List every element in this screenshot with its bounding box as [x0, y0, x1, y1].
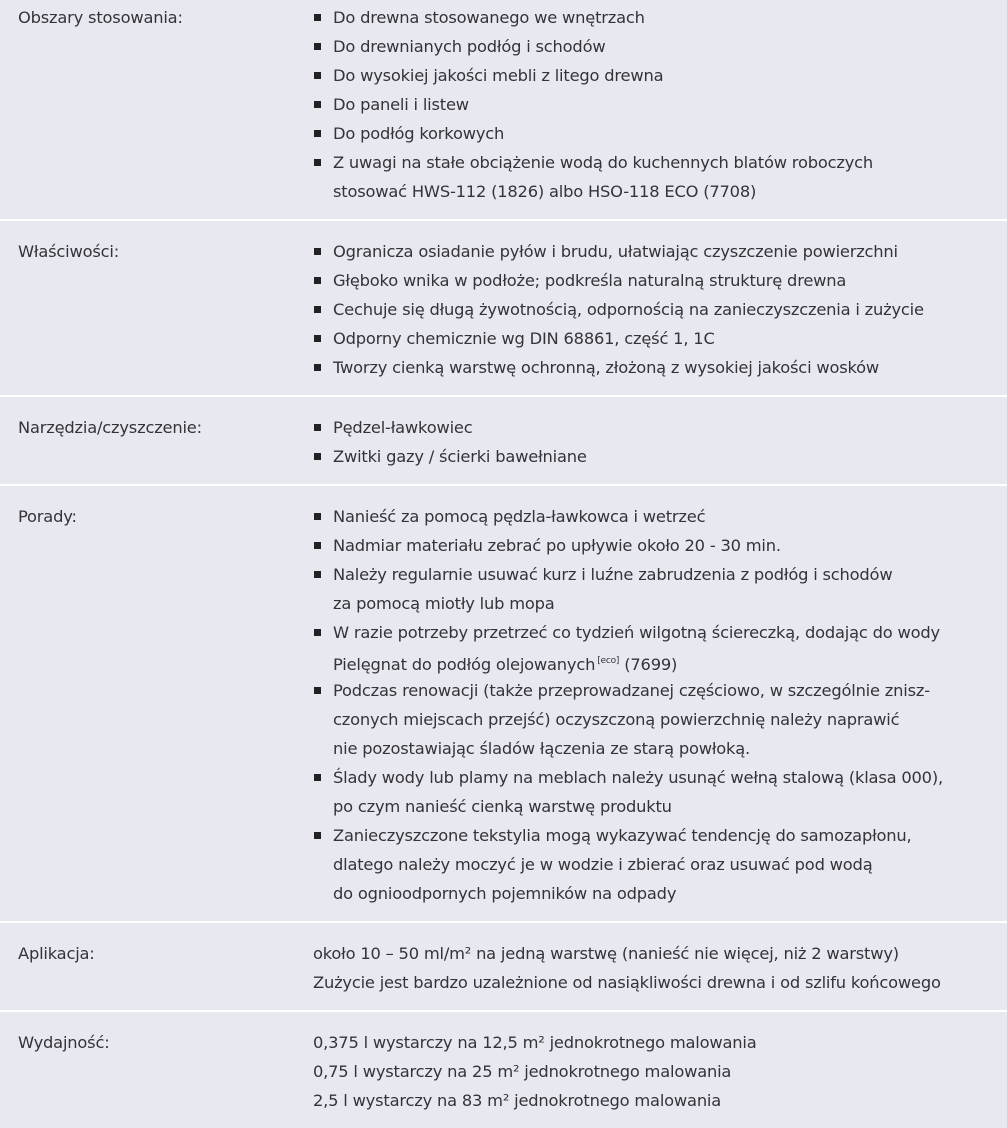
row-label: Narzędzia/czyszczenie:	[18, 418, 202, 437]
list-item-line	[333, 237, 1007, 266]
list-item-line	[333, 353, 1007, 382]
list-item-line	[333, 502, 1007, 531]
bullet-icon	[314, 248, 321, 255]
list-item-line	[333, 90, 1007, 119]
bullet-icon	[314, 277, 321, 284]
list-item	[313, 531, 1007, 560]
line-text: dlatego należy moczyć je w wodzie i zbierać oraz usuwać pod wodą	[333, 855, 873, 874]
bullet-icon	[314, 159, 321, 166]
list-item-line	[333, 763, 1007, 792]
list-item	[313, 502, 1007, 531]
list-item-line	[333, 879, 1007, 908]
list-item	[313, 442, 1007, 471]
list-item	[313, 676, 1007, 763]
bullet-icon	[314, 832, 321, 839]
line-text: Pędzel-ławkowiec	[333, 418, 473, 437]
list-item-line	[333, 61, 1007, 90]
list-item-line	[333, 295, 1007, 324]
eco-superscript: [eco]	[597, 656, 620, 666]
line-text: nie pozostawiając śladów łączenia ze starą powłoką.	[333, 739, 751, 758]
list-item	[313, 560, 1007, 618]
bullet-icon	[314, 306, 321, 313]
list-item	[313, 90, 1007, 119]
line-text: Do drewna stosowanego we wnętrzach	[333, 8, 645, 27]
bullet-icon	[314, 453, 321, 460]
bullet-icon	[314, 571, 321, 578]
text-line: około 10 – 50 ml/m² na jedną warstwę (nanieść nie więcej, niż 2 warstwy)	[313, 944, 899, 963]
line-text: za pomocą miotły lub mopa	[333, 594, 555, 613]
list-item-line	[333, 442, 1007, 471]
row-content	[313, 939, 1007, 997]
line-text: Głęboko wnika w podłoże; podkreśla naturalną strukturę drewna	[333, 271, 847, 290]
line-text: czonych miejscach przejść) oczyszczoną powierzchnię należy naprawić	[333, 710, 900, 729]
table-row	[0, 221, 1007, 397]
text-line: 0,375 l wystarczy na 12,5 m² jednokrotnego malowania	[313, 1033, 757, 1052]
line-text: Do podłóg korkowych	[333, 124, 505, 143]
line-text: do ognioodpornych pojemników na odpady	[333, 884, 677, 903]
line-text: Nanieść za pomocą pędzla-ławkowca i wetrzeć	[333, 507, 706, 526]
list-item	[313, 61, 1007, 90]
row-content	[313, 237, 1007, 382]
list-item	[313, 148, 1007, 206]
bullet-icon	[314, 774, 321, 781]
bullet-icon	[314, 130, 321, 137]
bullet-icon	[314, 629, 321, 636]
list-item-line	[333, 3, 1007, 32]
line-text: po czym nanieść cienką warstwę produktu	[333, 797, 672, 816]
line-tail: (7699)	[619, 655, 678, 674]
list-item	[313, 821, 1007, 908]
row-content	[313, 502, 1007, 908]
bullet-icon	[314, 43, 321, 50]
bullet-icon	[314, 513, 321, 520]
list-item	[313, 763, 1007, 821]
row-label: Obszary stosowania:	[18, 8, 183, 27]
list-item-line	[333, 413, 1007, 442]
row-content	[313, 3, 1007, 206]
line-text: Należy regularnie usuwać kurz i luźne zabrudzenia z podłóg i schodów	[333, 565, 893, 584]
row-label: Porady:	[18, 507, 77, 526]
table-row	[0, 397, 1007, 486]
list-item-line	[333, 32, 1007, 61]
list-item-line	[333, 734, 1007, 763]
list-item-line	[333, 589, 1007, 618]
line-text: Cechuje się długą żywotnością, odpornością na zanieczyszczenia i zużycie	[333, 300, 924, 319]
table-row	[0, 1012, 1007, 1128]
list-item	[313, 32, 1007, 61]
list-item	[313, 353, 1007, 382]
list-item	[313, 413, 1007, 442]
line-text: Odporny chemicznie wg DIN 68861, część 1, 1C	[333, 329, 715, 348]
table-row	[0, 923, 1007, 1012]
list-item-line	[333, 676, 1007, 705]
list-item	[313, 324, 1007, 353]
list-item-line	[333, 792, 1007, 821]
list-item	[313, 237, 1007, 266]
row-label: Wydajność:	[18, 1033, 110, 1052]
line-text: Do wysokiej jakości mebli z litego drewna	[333, 66, 664, 85]
line-text: Zwitki gazy / ścierki bawełniane	[333, 447, 587, 466]
list-item-line	[333, 560, 1007, 589]
list-item-line	[333, 618, 1007, 647]
text-line: Zużycie jest bardzo uzależnione od nasiąkliwości drewna i od szlifu końcowego	[313, 973, 941, 992]
list-item-line	[333, 148, 1007, 177]
line-text: Nadmiar materiału zebrać po upływie około 20 - 30 min.	[333, 536, 781, 555]
list-item-line	[333, 324, 1007, 353]
list-item	[313, 618, 1007, 676]
row-label: Aplikacja:	[18, 944, 95, 963]
line-text: Do drewnianych podłóg i schodów	[333, 37, 606, 56]
line-text: stosować HWS-112 (1826) albo HSO-118 ECO (7708)	[333, 182, 757, 201]
text-line: 2,5 l wystarczy na 83 m² jednokrotnego malowania	[313, 1091, 722, 1110]
list-item	[313, 3, 1007, 32]
list-item-line	[333, 531, 1007, 560]
table-row	[0, 0, 1007, 221]
text-line: 0,75 l wystarczy na 25 m² jednokrotnego malowania	[313, 1062, 732, 1081]
line-text: Ślady wody lub plamy na meblach należy usunąć wełną stalową (klasa 000),	[333, 768, 943, 787]
list-item-line	[333, 821, 1007, 850]
row-label: Właściwości:	[18, 242, 119, 261]
bullet-icon	[314, 335, 321, 342]
list-item	[313, 119, 1007, 148]
list-item-line	[333, 647, 1007, 676]
list-item	[313, 266, 1007, 295]
line-text: Pielęgnat do podłóg olejowanych	[333, 655, 596, 674]
list-item-line	[333, 177, 1007, 206]
list-item-line	[333, 119, 1007, 148]
line-text: Do paneli i listew	[333, 95, 469, 114]
list-item-line	[333, 850, 1007, 879]
line-text: Ogranicza osiadanie pyłów i brudu, ułatwiając czyszczenie powierzchni	[333, 242, 898, 261]
bullet-icon	[314, 72, 321, 79]
row-content	[313, 1028, 1007, 1115]
bullet-icon	[314, 542, 321, 549]
line-text: W razie potrzeby przetrzeć co tydzień wilgotną ściereczką, dodając do wody	[333, 623, 940, 642]
bullet-icon	[314, 687, 321, 694]
bullet-icon	[314, 101, 321, 108]
list-item-line	[333, 705, 1007, 734]
list-item-line	[333, 266, 1007, 295]
list-item	[313, 295, 1007, 324]
bullet-icon	[314, 424, 321, 431]
line-text: Z uwagi na stałe obciążenie wodą do kuchennych blatów roboczych	[333, 153, 874, 172]
bullet-icon	[314, 364, 321, 371]
bullet-icon	[314, 14, 321, 21]
table-row	[0, 486, 1007, 923]
line-text: Podczas renowacji (także przeprowadzanej częściowo, w szczególnie znisz-	[333, 681, 930, 700]
line-text: Tworzy cienką warstwę ochronną, złożoną z wysokiej jakości wosków	[333, 358, 880, 377]
line-text: Zanieczyszczone tekstylia mogą wykazywać tendencję do samozapłonu,	[333, 826, 912, 845]
row-content	[313, 413, 1007, 471]
